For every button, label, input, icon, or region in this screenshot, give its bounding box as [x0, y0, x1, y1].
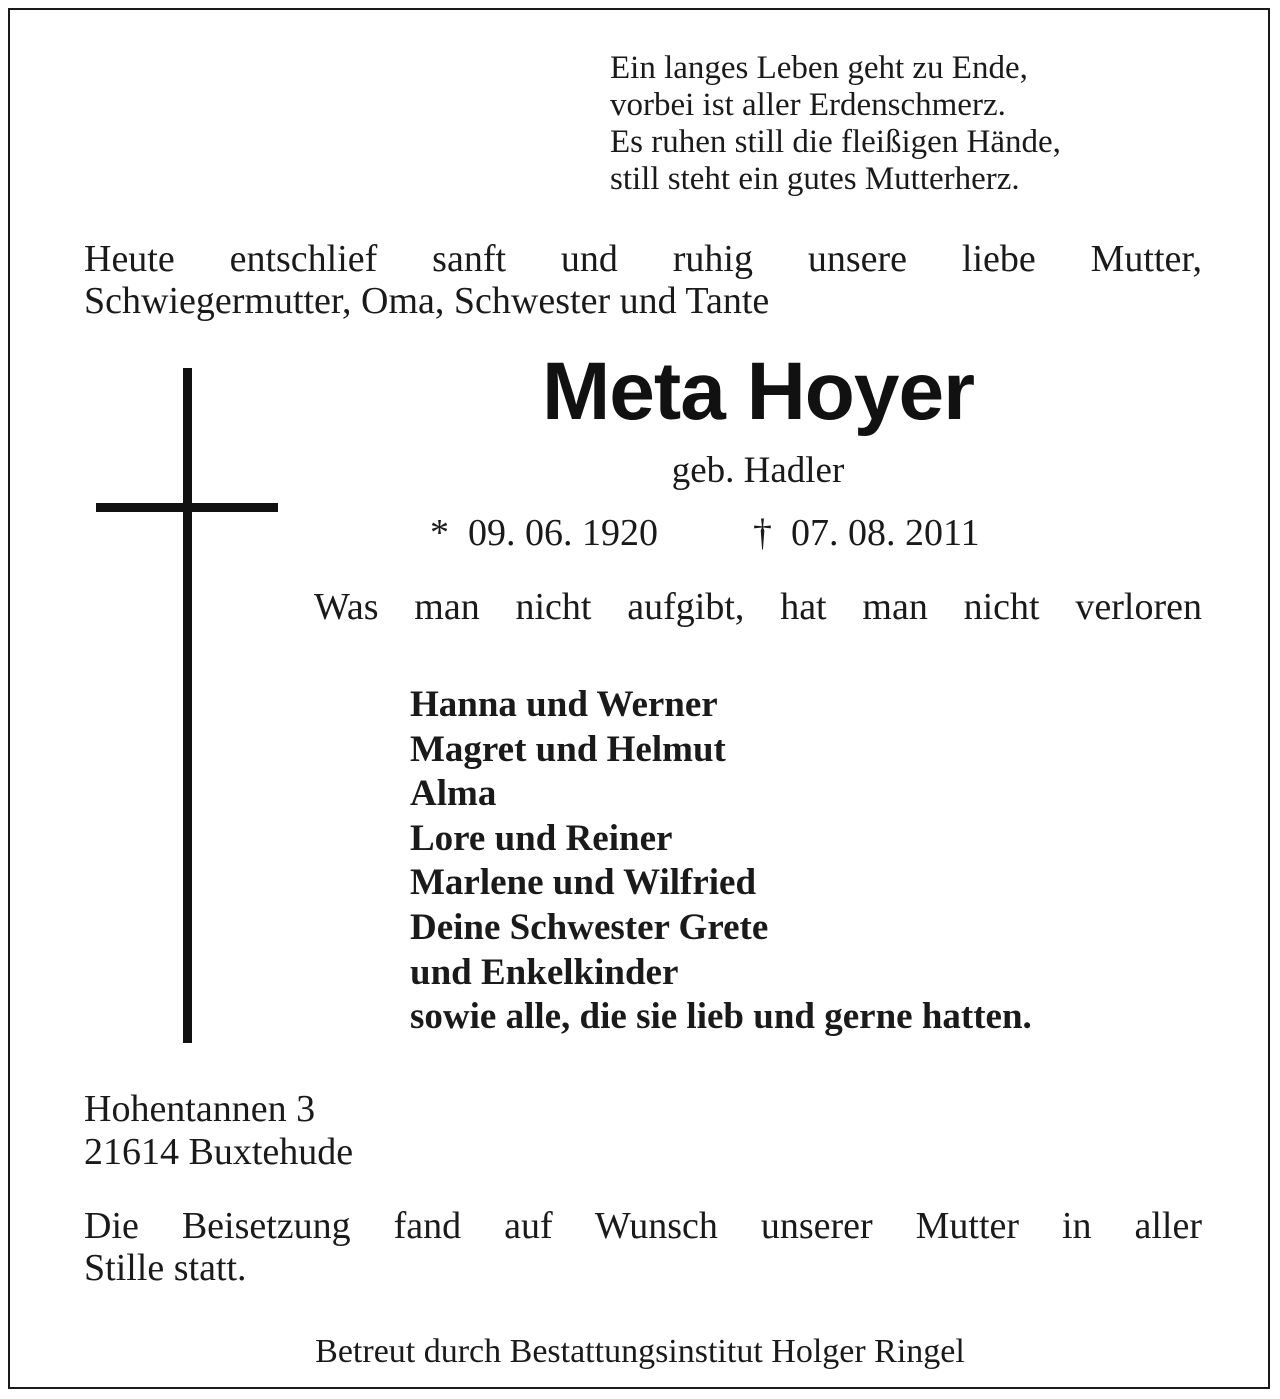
- poem-line-1: Ein langes Leben geht zu Ende,: [610, 50, 1028, 86]
- poem-line-4: still steht ein gutes Mutterherz.: [610, 161, 1020, 197]
- poem-line-2: vorbei ist aller Erdenschmerz.: [610, 87, 1006, 123]
- cross-horizontal-bar: [96, 503, 278, 512]
- burial-line-1: Die Beisetzung fand auf Wunsch unserer Mutter in aller: [84, 1205, 1202, 1247]
- poem: [610, 50, 1061, 198]
- mourner-4: Lore und Reiner: [410, 817, 673, 859]
- birth-symbol: *: [430, 512, 449, 554]
- intro-line-1: Heute entschlief sanft und ruhig unsere liebe Mutter,: [84, 238, 1202, 280]
- mourner-1: Hanna und Werner: [410, 684, 718, 725]
- death-date: 07. 08. 2011: [791, 512, 980, 554]
- deceased-name: Meta Hoyer: [541, 346, 975, 437]
- poem-line-3: Es ruhen still die fleißigen Hände,: [610, 124, 1061, 160]
- address-street: Hohentannen 3: [84, 1088, 316, 1130]
- intro-line-2: Schwiegermutter, Oma, Schwester und Tante: [84, 280, 770, 322]
- address-city: 21614 Buxtehude: [84, 1131, 354, 1173]
- birth-date: 09. 06. 1920: [468, 512, 658, 554]
- burial-note: [84, 1205, 1202, 1289]
- burial-line-2: Stille statt.: [84, 1247, 247, 1289]
- death-symbol: †: [753, 512, 772, 554]
- address: [84, 1088, 353, 1174]
- quote: Was man nicht aufgibt, hat man nicht verloren: [314, 586, 1202, 628]
- mourner-5: Marlene und Wilfried: [410, 862, 757, 904]
- cross-vertical-bar: [183, 368, 192, 1043]
- mourner-2: Magret und Helmut: [410, 728, 726, 770]
- mourner-6: Deine Schwester Grete: [410, 906, 769, 948]
- maiden-name: geb. Hadler: [671, 450, 845, 491]
- life-dates: [430, 512, 980, 554]
- mourner-7: und Enkelkinder: [410, 951, 679, 993]
- mourners-list: [410, 683, 1032, 1040]
- mourner-8: sowie alle, die sie lieb und gerne hatten.: [410, 996, 1032, 1038]
- undertaker-credit: Betreut durch Bestattungsinstitut Holger Ringel: [315, 1333, 965, 1370]
- intro-text: [84, 238, 1202, 322]
- mourner-3: Alma: [410, 773, 497, 815]
